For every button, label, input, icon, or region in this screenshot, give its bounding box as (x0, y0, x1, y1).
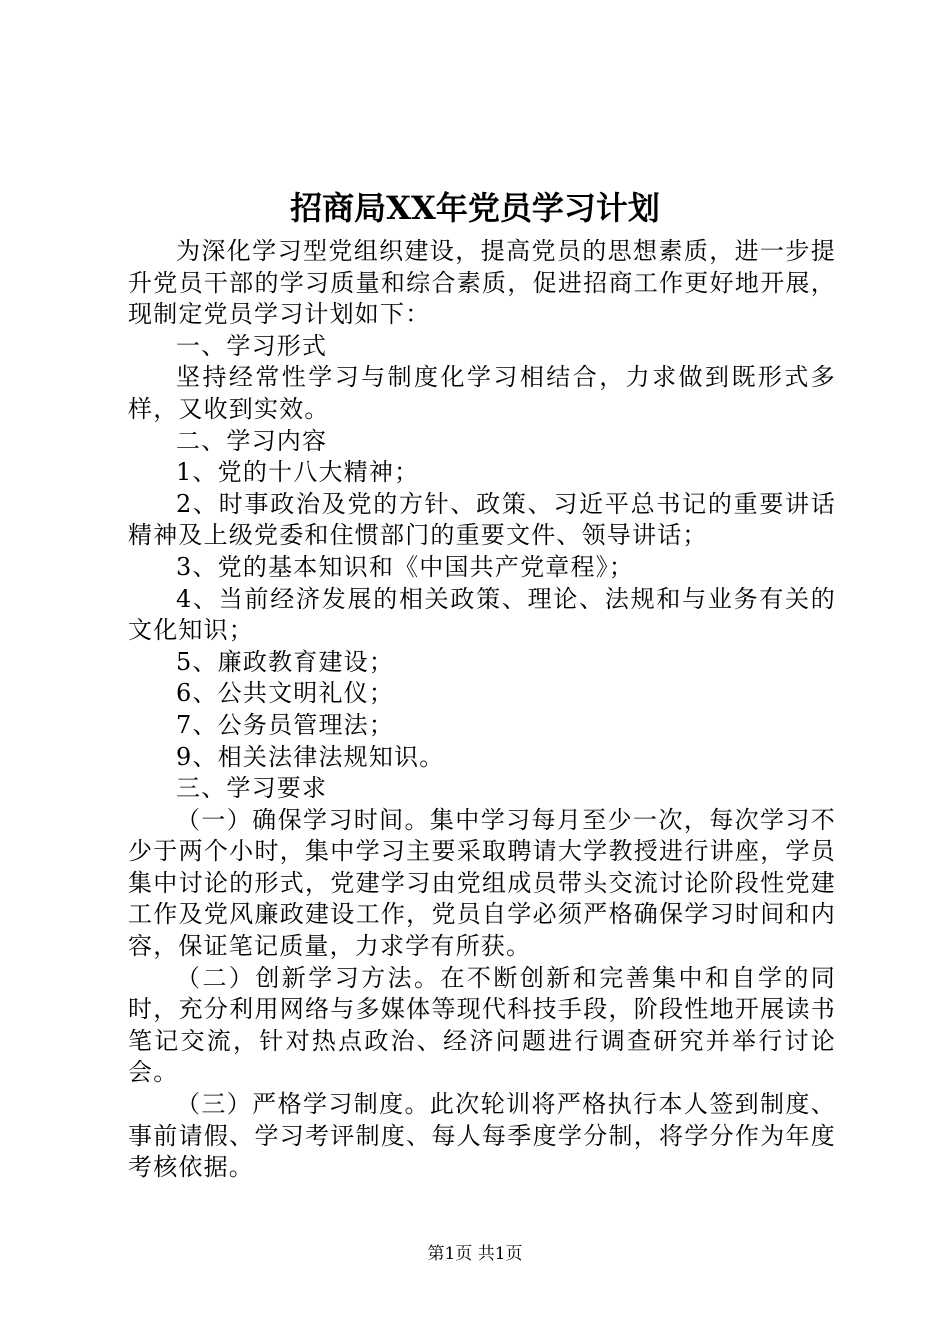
content-item-1: 1、党的十八大精神； (176, 458, 420, 487)
section-heading-content: 二、学习内容 (176, 426, 328, 455)
section-heading-form: 一、学习形式 (176, 331, 328, 360)
intro-paragraph: 为深化学习型党组织建设，提高党员的思想素质，进一步提升党员干部的学习质量和综合素质，促进招商工作更好地开展，现制定党员学习计划如下： (128, 237, 836, 329)
content-item-9: 9、相关法律法规知识。 (176, 742, 445, 771)
content-item-6: 6、公共文明礼仪； (176, 679, 395, 708)
requirement-3: （三）严格学习制度。此次轮训将严格执行本人签到制度、事前请假、学习考评制度、每人每季度学分制，将学分作为年度考核依据。 (128, 1090, 836, 1182)
content-item-3: 3、党的基本知识和《中国共产党章程》； (176, 552, 635, 581)
document-title: 招商局XX年党员学习计划 (290, 189, 660, 227)
content-item-5: 5、廉政教育建设； (176, 647, 395, 676)
requirement-2: （二）创新学习方法。在不断创新和完善集中和自学的同时，充分利用网络与多媒体等现代科技手段，阶段性地开展读书笔记交流，针对热点政治、经济问题进行调查研究并举行讨论会。 (128, 963, 836, 1087)
paragraph-form: 坚持经常性学习与制度化学习相结合，力求做到既形式多样，又收到实效。 (128, 363, 836, 423)
section-heading-requirements: 三、学习要求 (176, 774, 328, 803)
page-footer: 第1页 共1页 (427, 1244, 523, 1264)
document-body (128, 236, 836, 1184)
content-item-7: 7、公务员管理法； (176, 710, 395, 739)
content-item-4: 4、当前经济发展的相关政策、理论、法规和与业务有关的文化知识； (128, 584, 836, 645)
content-item-2: 2、时事政治及党的方针、政策、习近平总书记的重要讲话精神及上级党委和住惯部门的重要文件、领导讲话； (128, 489, 836, 550)
requirement-1: （一）确保学习时间。集中学习每月至少一次，每次学习不少于两个小时，集中学习主要采取聘请大学教授进行讲座，学员集中讨论的形式，党建学习由党组成员带头交流讨论阶段性党建工作及党风廉政建设工作，党员自学必须严格确保学习时间和内容，保证笔记质量，力求学有所获。 (128, 805, 836, 961)
